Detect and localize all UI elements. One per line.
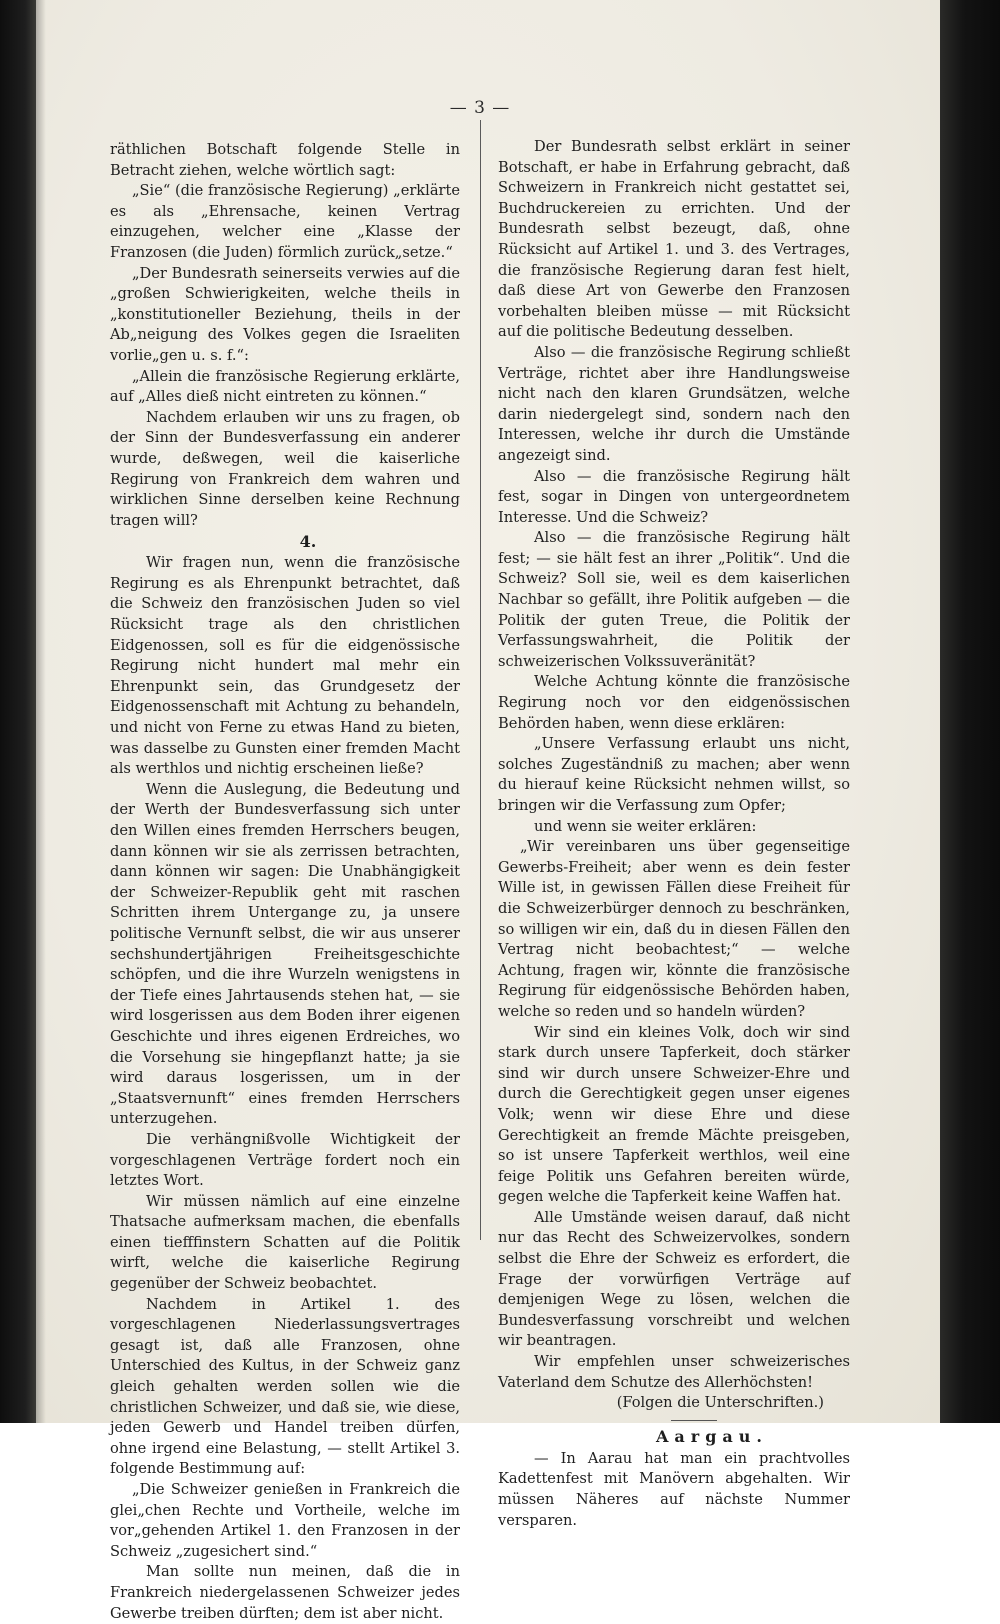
paragraph: Wir empfehlen unser schweizerisches Vaterland dem Schutze des Allerhöchsten!	[498, 1353, 850, 1391]
paragraph: Man sollte nun meinen, daß die in Frankreich niedergelassenen Schweizer jedes Gewerbe treiben dürften; dem ist aber nicht.	[110, 1563, 460, 1622]
paragraph: räthlichen Botschaft folgende Stelle in Betracht ziehen, welche wörtlich sagt:	[110, 141, 460, 179]
paragraph: Wir sind ein kleines Volk, doch wir sind stark durch unsere Tapferkeit, doch stärker sind wir durch unsere Schweizer-Ehre und durch die Gerechtigkeit gegen unser eigenes Volk; wenn wir diese Ehre und diese Gerechtigkeit an fremde Mächte preisgeben, so ist unsere Tapferkeit werthlos, weil eine feige Politik uns Gefahren bereiten würde, gegen welche die Tapferkeit keine Waffen hat.	[498, 1023, 850, 1206]
paragraph: Nachdem in Artikel 1. des vorgeschlagenen Niederlassungsvertrages gesagt ist, daß alle Franzosen, ohne Unterschied des Kultus, in der Schweiz ganz gleich gehalten werden sollen wie die christlichen Schweizer, und daß sie, wie diese, jeden Gewerb und Handel treiben dürfen, ohne irgend eine Belastung, — stellt Artikel 3. folgende Bestimmung auf:	[110, 1295, 460, 1478]
section-heading: Aargau.	[656, 1426, 768, 1446]
column-divider	[480, 120, 481, 1240]
paragraph: — In Aarau hat man ein prachtvolles Kadettenfest mit Manövern abgehalten. Wir müssen Näheres auf nächste Nummer versparen.	[498, 1449, 850, 1529]
paragraph: Wenn die Auslegung, die Bedeutung und der Werth der Bundesverfassung sich unter den Willen eines fremden Herrschers beugen, dann können wir sie als zerrissen betrachten, dann können wir sagen: Die Unabhängigkeit der Schweizer-Republik geht mit raschen Schritten ihrem Untergange zu, ja unsere politische Vernunft selbst, die wir aus unserer sechshundertjährigen Freiheitsgeschichte schöpfen, und die ihre Wurzeln wenigstens in der Tiefe eines Jahrtausends stehen hat, — sie wird losgerissen aus dem Boden ihrer eigenen Geschichte und ihres eigenen Erdreiches, wo die Vorsehung sie hingepflanzt hatte; ja sie wird daraus losgerissen, um in der „Staatsvernunft“ eines fremden Herrschers unterzugehen.	[110, 780, 460, 1128]
right-column	[498, 137, 850, 1531]
scan-border-right	[940, 0, 1000, 1423]
paragraph: Also — die französische Regirung hält fest, sogar in Dingen von untergeordnetem Interesse. Und die Schweiz?	[498, 467, 850, 526]
paragraph: und wenn sie weiter erklären:	[534, 817, 757, 835]
paragraph: Nachdem erlauben wir uns zu fragen, ob der Sinn der Bundesverfassung ein anderer wurde, deßwegen, weil die kaiserliche Regirung von Frankreich dem wahren und wirklichen Sinne derselben keine Rechnung tragen will?	[110, 408, 460, 529]
quote-paragraph: „Der Bundesrath seinerseits verwies auf die „großen Schwierigkeiten, welche theils in „konstitutioneller Beziehung, theils in der Ab„neigung des Volkes gegen die Israeliten vorlie„gen u. s. f.“:	[110, 264, 460, 364]
section-divider	[671, 1420, 717, 1421]
page-number: — 3 —	[449, 98, 511, 118]
section-number: 4.	[299, 532, 317, 552]
paragraph: Die verhängnißvolle Wichtigkeit der vorgeschlagenen Verträge fordert noch ein letztes Wort.	[110, 1130, 460, 1190]
page-fold-shadow	[36, 0, 46, 1423]
paragraph: Welche Achtung könnte die französische Regirung noch vor den eidgenössischen Behörden haben, wenn diese erklären:	[498, 673, 850, 732]
paragraph: Also — die französische Regirung schließt Verträge, richtet aber ihre Handlungsweise nicht nach den klaren Grundsätzen, welche darin niedergelegt sind, sondern nach den Interessen, welche ihr durch die Umstände angezeigt sind.	[498, 343, 850, 464]
paragraph: Der Bundesrath selbst erklärt in seiner Botschaft, er habe in Erfahrung gebracht, daß Schweizern in Frankreich nicht gestattet sei, Buchdruckereien zu errichten. Und der Bundesrath selbst bezeugt, daß, ohne Rücksicht auf Artikel 1. und 3. des Vertrages, die französische Regierung daran fest hielt, daß diese Art von Gewerbe den Franzosen vorbehalten bleiben müsse — mit Rücksicht auf die politische Bedeutung desselben.	[498, 138, 850, 341]
quote-paragraph: „Wir vereinbaren uns über gegenseitige Gewerbs-Freiheit; aber wenn es dein fester Wille ist, in gewissen Fällen diese Freiheit für die Schweizerbürger dennoch zu beschränken, so willigen wir ein, daß du in diesen Fällen den Vertrag nicht beobachtest;“ — welche Achtung, fragen wir, könnte die französische Regirung für eidgenössische Behörden haben, welche so reden und so handeln würden?	[498, 838, 850, 1020]
signature-note: (Folgen die Unterschriften.)	[616, 1394, 824, 1412]
paragraph: Wir fragen nun, wenn die französische Regirung es als Ehrenpunkt betrachtet, daß die Schweiz den französischen Juden so viel Rücksicht trage als den christlichen Eidgenossen, soll es für die eidgenössische Regirung nicht hundert mal mehr ein Ehrenpunkt sein, das Grundgesetz der Eidgenossenschaft mit Achtung zu behandeln, und nicht von Ferne zu etwas Hand zu bieten, was dasselbe zu Gunsten einer fremden Macht als werthlos und nichtig erscheinen ließe?	[110, 554, 460, 778]
quote-paragraph: „Allein die französische Regierung erklärte, auf „Alles dieß nicht eintreten zu können.“	[110, 367, 460, 406]
scan-border-left	[0, 0, 36, 1423]
paragraph: Also — die französische Regirung hält fest; — sie hält fest an ihrer „Politik“. Und die Schweiz? Soll sie, weil es dem kaiserlichen Nachbar so gefällt, ihre Politik aufgeben — die Politik der guten Treue, die Politik der Verfassungswahrheit, die Politik der schweizerischen Volkssuveränität?	[498, 529, 850, 670]
quote-paragraph: „Unsere Verfassung erlaubt uns nicht, solches Zugeständniß zu machen; aber wenn du hierauf keine Rücksicht nehmen willst, so bringen wir die Verfassung zum Opfer;	[498, 735, 850, 814]
paragraph: Alle Umstände weisen darauf, daß nicht nur das Recht des Schweizervolkes, sondern selbst die Ehre der Schweiz es erfordert, die Frage der vorwürfigen Verträge auf demjenigen Wege zu lösen, welchen die Bundesverfassung vorschreibt und welchen wir beantragen.	[498, 1208, 850, 1350]
quote-paragraph: „Die Schweizer genießen in Frankreich die glei„chen Rechte und Vortheile, welche im vor„gehenden Artikel 1. den Franzosen in der Schweiz „zugesichert sind.“	[110, 1481, 460, 1560]
left-column	[110, 140, 460, 1624]
paragraph: Wir müssen nämlich auf eine einzelne Thatsache aufmerksam machen, die ebenfalls einen tiefffinstern Schatten auf die Politik wirft, welche die kaiserliche Regirung gegenüber der Schweiz beobachtet.	[110, 1192, 460, 1293]
quote-paragraph: „Sie“ (die französische Regierung) „erklärte es als „Ehrensache, keinen Vertrag einzugehen, welcher eine „Klasse der Franzosen (die Juden) förmlich zurück„setze.“	[110, 182, 460, 261]
